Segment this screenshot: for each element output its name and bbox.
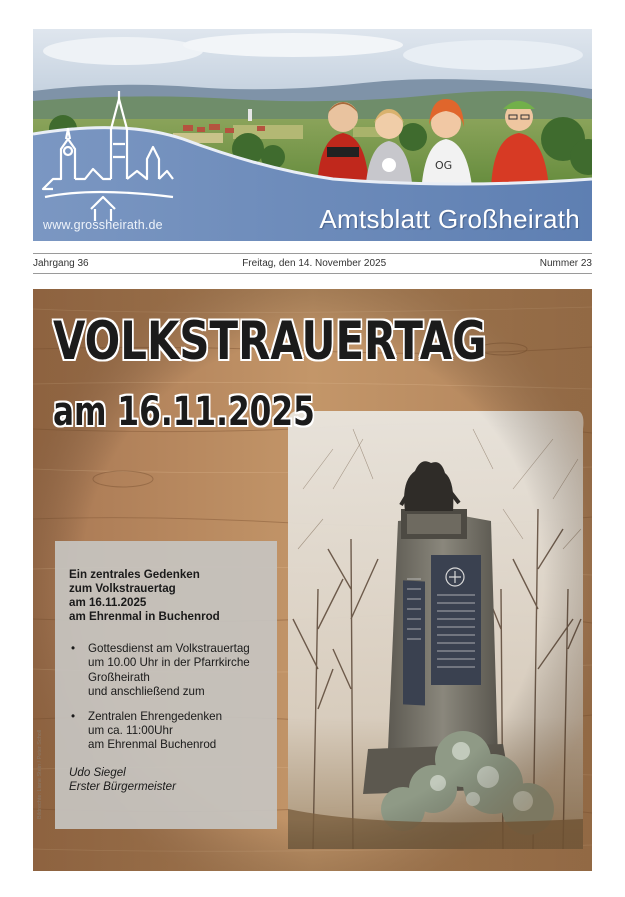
poster-headline: VOLKSTRAUERTAG <box>53 311 487 372</box>
issue-info-bar <box>33 253 592 274</box>
list-item-ehrengedenken <box>69 710 267 753</box>
panel-heading-line: am Ehrenmal in Buchenrod <box>69 610 220 623</box>
poster-date: am 16.11.2025 <box>53 389 315 435</box>
panel-heading-line: am 16.11.2025 <box>69 596 147 609</box>
masthead-banner <box>33 29 592 241</box>
list-item-line: um 10.00 Uhr in der Pfarrkirche <box>88 656 250 670</box>
list-item-line: Gottesdienst am Volkstrauertag <box>88 642 250 655</box>
panel-heading-line: zum Volkstrauertag <box>69 582 176 595</box>
signature-name: Udo Siegel <box>69 765 126 779</box>
list-item-line: und anschließend zum <box>88 685 205 699</box>
panel-heading-line: Ein zentrales Gedenken <box>69 568 200 581</box>
publication-title: Amtsblatt Großheirath <box>319 204 580 234</box>
event-list <box>69 642 267 753</box>
issue-number: Nummer 23 <box>539 258 592 269</box>
website-url[interactable]: www.grossheirath.de <box>43 218 163 232</box>
list-item-line: am Ehrenmal Buchenrod <box>88 738 217 752</box>
list-item-gottesdienst <box>69 642 267 700</box>
bullet-icon: • <box>71 642 76 655</box>
list-item-line: um ca. 11:00Uhr <box>88 724 173 738</box>
event-info-panel <box>55 541 277 829</box>
signature-title: Erster Bürgermeister <box>69 780 176 794</box>
svg-text:OG: OG <box>435 159 453 172</box>
list-item-line: Großheirath <box>88 670 150 684</box>
volume-label: Jahrgang 36 <box>33 258 89 269</box>
issue-date: Freitag, den 14. November 2025 <box>242 258 387 269</box>
bullet-icon: • <box>71 709 76 723</box>
signature <box>69 766 267 795</box>
photo-credit: Bildrechte: Liane Stein / Peter Scholl <box>37 729 43 819</box>
volkstrauertag-poster <box>33 289 592 871</box>
list-item-line: Zentralen Ehrengedenken <box>88 709 223 723</box>
panel-heading <box>69 568 267 624</box>
